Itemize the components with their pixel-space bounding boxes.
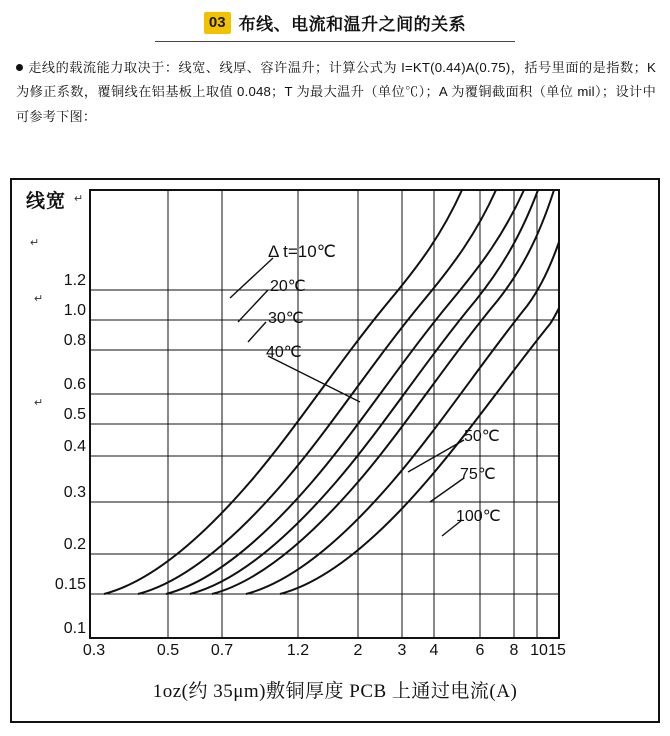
x-tick-label: 0.7 (210, 642, 234, 659)
y-tick-label: 1.2 (63, 272, 86, 289)
annotation-75c: 75℃ (460, 466, 496, 483)
chart-figure (10, 178, 660, 723)
y-tick-label: 0.5 (63, 406, 86, 423)
y-tick-label: 0.2 (63, 536, 86, 553)
return-mark-1: ↵ (74, 193, 84, 205)
y-tick-label: 0.8 (63, 332, 86, 349)
annotation-30c: 30℃ (268, 310, 304, 327)
title-underline (155, 41, 515, 42)
return-mark-4: ↵ (34, 397, 44, 409)
y-tick-label: 0.15 (54, 576, 86, 593)
annotation-40c: 40℃ (266, 344, 302, 361)
return-mark-2: ↵ (30, 237, 40, 249)
bullet-icon (16, 64, 23, 71)
page-title: 布线、电流和温升之间的关系 (238, 15, 467, 34)
x-axis-title: 1oz(约 35μm)敷铜厚度 PCB 上通过电流(A) (152, 681, 518, 702)
page-header (0, 0, 670, 35)
annotation-50c: 50℃ (464, 428, 500, 445)
x-tick-label: 4 (429, 642, 439, 659)
x-tick-label: 6 (475, 642, 485, 659)
x-tick-label: 0.5 (156, 642, 180, 659)
section-number-badge: 03 (204, 12, 231, 34)
x-tick-label: 2 (353, 642, 363, 659)
x-tick-label: 8 (509, 642, 519, 659)
y-tick-label: 0.4 (63, 438, 86, 455)
y-tick-label: 0.1 (63, 620, 86, 637)
y-tick-label: 1.0 (63, 302, 86, 319)
x-tick-label: 15 (548, 642, 566, 659)
x-axis-ticks (82, 642, 566, 668)
y-axis-ticks (12, 180, 86, 637)
leader-75c (430, 478, 464, 502)
y-axis-title: 线宽 (26, 191, 67, 212)
leader-40c (268, 356, 360, 402)
annotation-100c: 100℃ (456, 508, 501, 525)
y-tick-label: 0.3 (63, 484, 86, 501)
x-tick-label: 10 (530, 642, 548, 659)
x-tick-label: 0.3 (82, 642, 106, 659)
intro-paragraph-text: 走线的载流能力取决于：线宽、线厚、容许温升；计算公式为 I=KT(0.44)A(0.75)，括号里面的是指数；K 为修正系数，覆铜线在铝基板上取值 0.048；T 为最大温升（单位℃）；A 为覆铜截面积（单位 mil）；设计中可参考下图： (16, 60, 656, 124)
curve-30c (166, 190, 524, 594)
plot-area (90, 190, 559, 638)
x-tick-label: 3 (397, 642, 407, 659)
leader-20c (238, 290, 268, 322)
y-tick-label: 0.6 (63, 376, 86, 393)
annotation-10c: Δ t=10℃ (268, 242, 336, 261)
x-tick-label: 1.2 (286, 642, 310, 659)
curve-40c (190, 190, 538, 594)
leader-30c (248, 322, 266, 342)
intro-paragraph (16, 56, 656, 129)
return-mark-3: ↵ (34, 293, 44, 305)
annotation-20c: 20℃ (270, 278, 306, 295)
